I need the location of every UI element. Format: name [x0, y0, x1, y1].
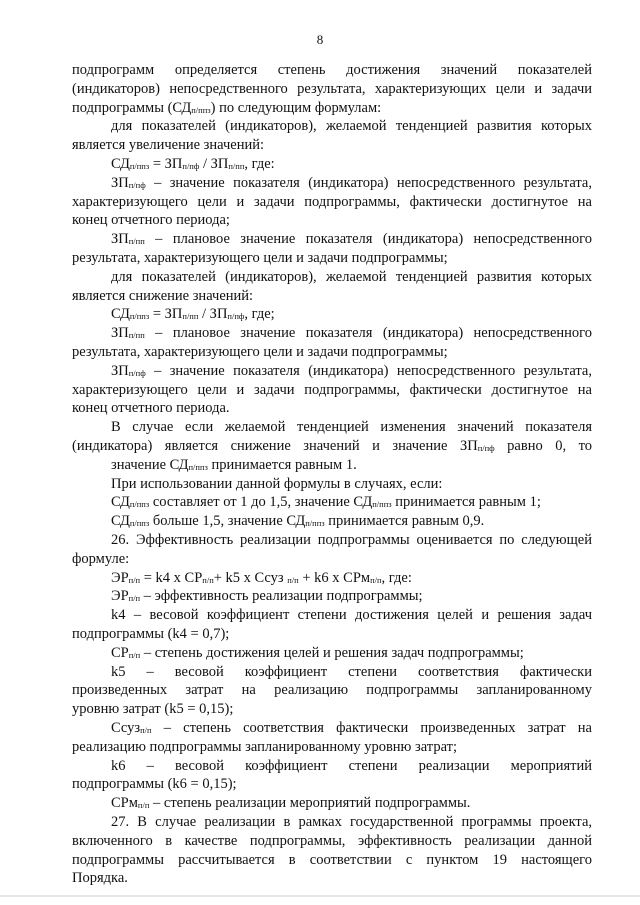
- text-segment: k4 – весовой коэффициент степени достижения целей и решения задач: [111, 607, 592, 624]
- text-line: [111, 794, 592, 812]
- text-segment: – плановое значение показателя (индикатора) непосредственного: [144, 231, 592, 248]
- text-line: [72, 287, 592, 305]
- text-segment: СР: [111, 644, 129, 661]
- text-segment: Ссуз: [111, 720, 141, 736]
- text-segment: характеризующего цели и задачи подпрограммы, фактически достигнутое на: [72, 193, 592, 210]
- text-line: [72, 211, 592, 229]
- text-segment: ЗП: [111, 325, 129, 342]
- text-segment: – значение показателя (индикатора) непосредственного результата,: [145, 174, 592, 191]
- text-line: [111, 456, 592, 474]
- text-line: [111, 305, 592, 323]
- text-line: [72, 700, 592, 718]
- subscript: п/п: [287, 574, 299, 585]
- text-line: [72, 681, 592, 699]
- text-segment: ЭР: [111, 569, 129, 586]
- text-segment: = ЗП: [149, 306, 183, 323]
- text-line: [72, 550, 592, 568]
- text-line: [72, 80, 592, 98]
- text-line: [111, 418, 592, 436]
- text-line: [72, 851, 592, 869]
- text-segment: + k6 х СРм: [298, 569, 371, 586]
- text-line: [111, 230, 592, 248]
- text-segment: 26. Эффективность реализации подпрограммы оценивается по следующей: [111, 532, 592, 548]
- text-segment: произведенных затрат на реализацию подпрограммы запланированному: [72, 682, 592, 699]
- text-segment: характеризующего цели и задачи подпрограммы, фактически достигнутое на: [72, 381, 592, 398]
- subscript: п/пф: [477, 443, 495, 453]
- text-segment: ЗП: [111, 174, 129, 191]
- subscript: п/п: [128, 649, 141, 660]
- subscript: п/п: [202, 574, 214, 585]
- text-line: [111, 606, 592, 624]
- text-line: [111, 531, 592, 549]
- subscript: п/ппз: [305, 518, 325, 529]
- text-line: [111, 813, 592, 831]
- text-line: [72, 437, 592, 455]
- text-segment: ЗП: [111, 362, 129, 379]
- text-segment: (индикаторов) непосредственного результата, характеризующих цели и задачи: [72, 80, 592, 97]
- text-segment: подпрограммы (k6 = 0,15);: [72, 776, 237, 793]
- text-line: [111, 587, 592, 605]
- text-segment: принимается равным 1;: [391, 494, 541, 511]
- text-segment: для показателей (индикаторов), желаемой тенденцией развития которых: [111, 118, 592, 135]
- page-number: 8: [316, 32, 324, 47]
- text-segment: составляет от 1 до 1,5, значение СД: [149, 494, 373, 511]
- text-segment: является снижение значений:: [72, 287, 254, 304]
- text-line: [111, 719, 592, 737]
- page-bottom-edge: [0, 895, 640, 897]
- subscript: п/п: [137, 800, 150, 811]
- subscript: п/п: [128, 574, 141, 585]
- text-line: [111, 663, 592, 681]
- subscript: п/пф: [227, 311, 245, 322]
- text-segment: 27. В случае реализации в рамках государственной программы проекта,: [111, 814, 592, 830]
- text-segment: (индикатора) является снижение значений и значение ЗП: [72, 438, 478, 454]
- text-segment: конец отчетного периода.: [72, 400, 230, 417]
- text-segment: СРм: [111, 795, 138, 812]
- text-segment: результата, характеризующего цели и задачи подпрограммы;: [72, 250, 448, 266]
- subscript: п/ппз: [191, 104, 211, 115]
- text-segment: СД: [111, 156, 130, 172]
- text-segment: k5 – весовой коэффициент степени соответствия фактически: [111, 663, 592, 680]
- text-line: [72, 381, 592, 399]
- subscript: п/ппз: [188, 461, 208, 472]
- text-segment: подпрограммы (СД: [72, 99, 192, 116]
- text-line: [111, 324, 592, 342]
- text-line: [111, 117, 592, 135]
- text-segment: результата, характеризующего цели и задачи подпрограммы;: [72, 344, 448, 360]
- text-line: [111, 155, 592, 173]
- text-line: [72, 99, 592, 117]
- subscript: п/пф: [128, 179, 146, 190]
- subscript: п/ппз: [372, 499, 392, 510]
- text-line: [111, 493, 592, 511]
- text-segment: СД: [111, 494, 130, 511]
- text-segment: , где:: [244, 156, 275, 172]
- subscript: п/пп: [182, 311, 199, 322]
- text-line: [72, 625, 592, 643]
- text-segment: для показателей (индикаторов), желаемой тенденцией развития которых: [111, 268, 592, 285]
- text-segment: принимается равным 0,9.: [324, 513, 485, 530]
- text-segment: = k4 х СР: [140, 569, 203, 586]
- text-line: [72, 738, 592, 756]
- text-line: [72, 61, 592, 79]
- text-line: [72, 832, 592, 850]
- text-line: [111, 512, 592, 530]
- subscript: п/пф: [128, 367, 146, 378]
- text-segment: принимается равным 1.: [207, 456, 357, 473]
- text-segment: k6 – весовой коэффициент степени реализации мероприятий: [111, 757, 592, 774]
- text-segment: Порядка.: [72, 870, 128, 887]
- text-segment: – значение показателя (индикатора) непосредственного результата,: [145, 362, 592, 379]
- text-segment: , где;: [244, 306, 275, 323]
- subscript: п/ппз: [129, 311, 150, 322]
- text-segment: уровню затрат (k5 = 0,15);: [72, 701, 234, 718]
- text-segment: подпрограмм определяется степень достижения значений показателей: [72, 62, 592, 78]
- text-segment: больше 1,5, значение СД: [149, 513, 306, 530]
- text-line: [111, 174, 592, 192]
- text-line: [111, 362, 592, 380]
- subscript: п/ппз: [129, 518, 150, 529]
- text-segment: / ЗП: [198, 306, 228, 323]
- text-segment: + k5 х Ссуз: [213, 569, 288, 586]
- text-segment: СД: [111, 513, 130, 530]
- text-segment: / ЗП: [199, 156, 229, 172]
- text-segment: В случае если желаемой тенденцией изменения значений показателя: [111, 419, 592, 436]
- text-segment: значение СД: [111, 456, 189, 473]
- text-line: [111, 569, 592, 587]
- text-line: [111, 268, 592, 286]
- text-line: [72, 193, 592, 211]
- text-line: [72, 343, 592, 361]
- text-segment: При использовании данной формулы в случаях, если:: [111, 475, 443, 492]
- text-segment: ) по следующим формулам:: [210, 99, 382, 116]
- subscript: п/п: [140, 725, 152, 735]
- subscript: п/пп: [128, 330, 145, 341]
- text-line: [72, 869, 592, 887]
- text-segment: подпрограммы (k4 = 0,7);: [72, 626, 230, 642]
- subscript: п/пп: [128, 236, 145, 247]
- subscript: п/ппз: [129, 499, 150, 510]
- text-segment: равно 0, то: [494, 438, 593, 454]
- text-segment: является увеличение значений:: [72, 137, 265, 154]
- text-segment: ЗП: [111, 231, 129, 248]
- subscript: п/пф: [182, 161, 200, 171]
- subscript: п/пп: [228, 161, 245, 171]
- subscript: п/п: [370, 574, 382, 585]
- text-segment: ЭР: [111, 588, 129, 605]
- text-line: [72, 775, 592, 793]
- text-line: [111, 757, 592, 775]
- text-segment: включенного в качестве подпрограммы, эффективность реализации данной: [72, 832, 592, 849]
- text-segment: , где:: [381, 569, 412, 586]
- text-line: [111, 644, 592, 662]
- text-segment: конец отчетного периода;: [72, 212, 230, 229]
- text-line: [72, 399, 592, 417]
- text-segment: СД: [111, 306, 130, 323]
- text-line: [72, 136, 592, 154]
- text-segment: = ЗП: [149, 156, 183, 172]
- text-segment: формуле:: [72, 550, 130, 567]
- text-segment: реализацию подпрограммы запланированному уровню затрат;: [72, 738, 457, 755]
- text-segment: – степень соответствия фактически произведенных затрат на: [151, 720, 592, 736]
- text-line: [72, 249, 592, 267]
- text-segment: – степень реализации мероприятий подпрограммы.: [149, 795, 471, 812]
- text-segment: подпрограммы рассчитывается в соответствии с пунктом 19 настоящего: [72, 851, 592, 868]
- text-line: [111, 475, 592, 493]
- subscript: п/п: [128, 593, 141, 604]
- text-segment: – степень достижения целей и решения задач подпрограммы;: [140, 644, 524, 661]
- text-segment: – плановое значение показателя (индикатора) непосредственного: [144, 325, 592, 342]
- subscript: п/ппз: [129, 161, 150, 171]
- text-segment: – эффективность реализации подпрограммы;: [140, 588, 423, 605]
